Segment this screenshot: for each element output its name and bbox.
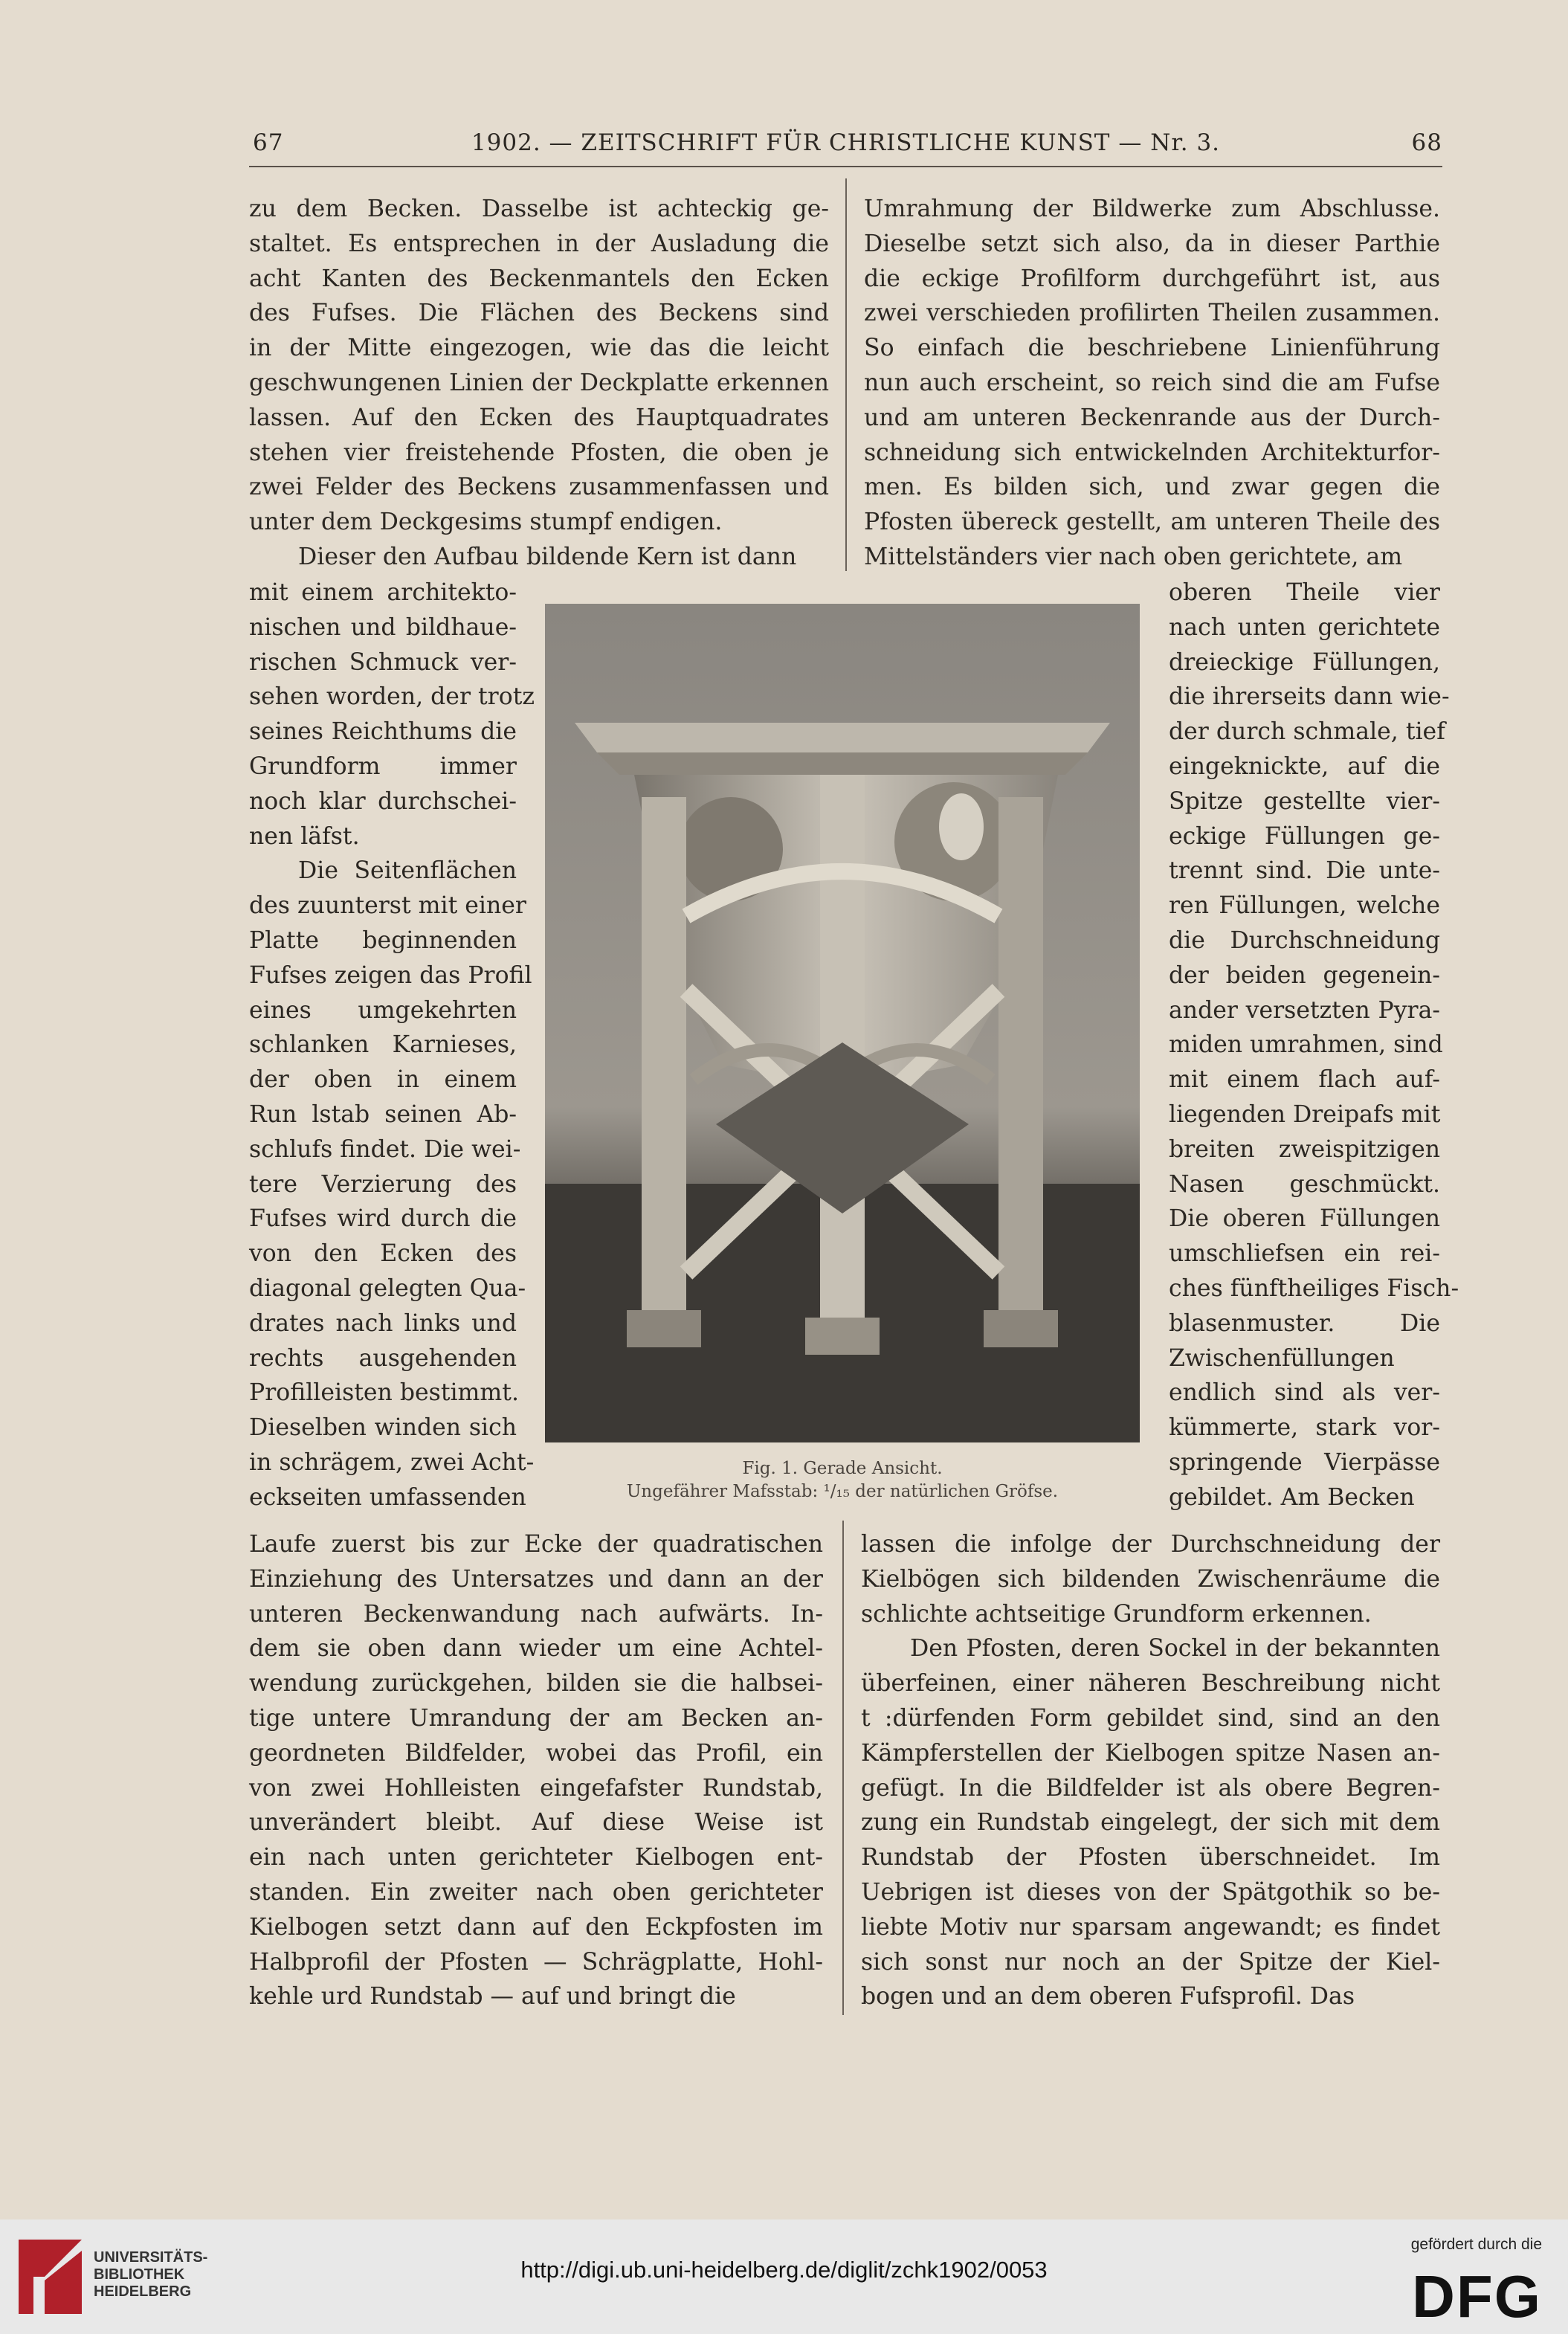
text-line: Fufses zeigen das Profil	[249, 961, 532, 989]
text-line: der beiden gegenein-	[1169, 961, 1440, 989]
text-line: nun auch erscheint, so reich sind die am Fufse	[864, 369, 1440, 396]
text-line: Kämpferstellen der Kielbogen spitze Nasen an-	[861, 1739, 1440, 1767]
text-line: in schrägem, zwei Acht-	[249, 1448, 535, 1476]
text-line: noch klar durchschei-	[249, 787, 517, 815]
text-line: Umrahmung der Bildwerke zum Abschlusse.	[864, 196, 1440, 222]
text-line: eingeknickte, auf die	[1169, 752, 1440, 780]
left-column-bottom	[249, 1527, 823, 2014]
text-line: So einfach die beschriebene Linienführung	[864, 335, 1440, 362]
text-line: Profilleisten bestimmt.	[249, 1379, 519, 1407]
text-line: zung ein Rundstab eingelegt, der sich mit dem	[861, 1809, 1440, 1837]
text-line: schlichte achtseitige Grundform erkennen.	[861, 1600, 1372, 1628]
left-column-wrap	[249, 576, 535, 1515]
text-line: liebte Motiv nur sparsam angewandt; es findet	[861, 1913, 1440, 1941]
text-line: Mittelständers vier nach oben gerichtete, am	[864, 543, 1403, 570]
library-name-line1: UNIVERSITÄTS-	[94, 2249, 208, 2266]
funding-note: gefördert durch die	[1410, 2236, 1542, 2253]
text-line: und am unteren Beckenrande aus der Durch-	[864, 404, 1440, 431]
text-line: gefügt. In die Bildfelder ist als obere Begren-	[861, 1774, 1440, 1802]
text-line: des zuunterst mit einer	[249, 892, 526, 920]
text-line: Uebrigen ist dieses von der Spätgothik so be-	[861, 1878, 1440, 1906]
text-line: geschwungenen Linien der Deckplatte erkennen	[249, 369, 829, 396]
text-line: staltet. Es entsprechen in der Ausladung die	[249, 230, 829, 257]
text-line: die ihrerseits dann wie-	[1169, 683, 1450, 711]
text-line: Platte beginnenden	[249, 926, 517, 954]
text-line: Dieser den Aufbau bildende Kern ist dann	[298, 543, 797, 570]
text-line: ein nach unten gerichteter Kielbogen ent-	[249, 1844, 823, 1872]
text-line: stehen vier freistehende Pfosten, die oben je	[249, 439, 829, 466]
text-line: von zwei Hohlleisten eingefafster Rundstab,	[249, 1774, 823, 1802]
left-column-top	[249, 192, 829, 575]
text-line: eckseiten umfassenden	[249, 1483, 526, 1511]
text-line: nischen und bildhaue-	[249, 613, 517, 641]
text-line: wendung zurückgehen, bilden sie die halbsei-	[249, 1670, 823, 1698]
text-line: Rundstab der Pfosten überschneidet. Im	[861, 1844, 1440, 1872]
text-line: ren Füllungen, welche	[1169, 892, 1440, 920]
text-line: Pfosten übereck gestellt, am unteren Theile des	[864, 509, 1440, 536]
digitization-footer	[0, 2219, 1568, 2334]
text-line: liegenden Dreipafs mit	[1169, 1100, 1441, 1128]
caption-scale: Ungefährer Mafsstab: ¹/₁₅ der natürlichen Gröfse.	[626, 1482, 1059, 1501]
text-line: tere Verzierung des	[249, 1170, 517, 1198]
text-line: dreieckige Füllungen,	[1169, 648, 1440, 676]
text-line: endlich sind als ver-	[1169, 1379, 1440, 1407]
permalink-url[interactable]: http://digi.ub.uni-heidelberg.de/diglit/zchk1902/0053	[520, 2257, 1048, 2283]
page-number-left: 67	[253, 129, 284, 156]
text-line: rechts ausgehenden	[249, 1344, 517, 1372]
text-line: breiten zweispitzigen	[1169, 1135, 1440, 1163]
text-line: zwei verschieden profilirten Theilen zusammen.	[864, 300, 1440, 327]
text-line: unter dem Deckgesims stumpf endigen.	[249, 509, 723, 536]
text-line: ander versetzten Pyra-	[1169, 996, 1440, 1024]
text-line: blasenmuster. Die	[1169, 1309, 1440, 1337]
text-line: mit einem flach auf-	[1169, 1066, 1440, 1094]
text-line: in der Mitte eingezogen, wie das die leicht	[249, 335, 829, 362]
text-line: Run lstab seinen Ab-	[249, 1100, 517, 1128]
library-name-line2: BIBLIOTHEK	[94, 2266, 185, 2283]
font-basin-photograph	[545, 604, 1140, 1442]
text-line: Fufses wird durch die	[249, 1205, 517, 1233]
text-line: mit einem architekto-	[249, 579, 517, 606]
text-line: der durch schmale, tief	[1169, 718, 1445, 746]
text-line: des Fufses. Die Flächen des Beckens sind	[249, 300, 829, 327]
text-line: Dieselben winden sich	[249, 1414, 517, 1442]
text-line: tige untere Umrandung der am Becken an-	[249, 1704, 823, 1732]
text-line: zu dem Becken. Dasselbe ist achteckig ge-	[249, 196, 829, 222]
text-line: die Durchschneidung	[1169, 926, 1440, 954]
dfg-logo: DFG	[1412, 2263, 1542, 2330]
text-line: miden umrahmen, sind	[1169, 1031, 1443, 1059]
text-line: kümmerte, stark vor-	[1169, 1414, 1440, 1442]
font-basin-illustration	[545, 604, 1140, 1442]
text-line: die eckige Profilform durchgeführt ist, aus	[864, 265, 1440, 292]
text-line: Die Seitenflächen	[298, 857, 517, 885]
text-line: unteren Beckenwandung nach aufwärts. In-	[249, 1600, 823, 1628]
text-line: rischen Schmuck ver-	[249, 648, 517, 676]
text-line: sich sonst nur noch an der Spitze der Kiel-	[861, 1948, 1440, 1976]
text-line: oberen Theile vier	[1169, 579, 1440, 606]
text-line: zwei Felder des Beckens zusammenfassen und	[249, 474, 829, 501]
text-line: bogen und an dem oberen Fufsprofil. Das	[861, 1983, 1355, 2011]
running-header	[249, 126, 1442, 164]
library-name-line3: HEIDELBERG	[94, 2283, 192, 2300]
text-line: nen läfst.	[249, 822, 360, 850]
text-line: von den Ecken des	[249, 1240, 517, 1268]
figure-caption	[545, 1457, 1140, 1503]
text-line: Spitze gestellte vier-	[1169, 787, 1440, 815]
text-line: Kielbögen sich bildenden Zwischenräume die	[861, 1565, 1440, 1593]
text-line: nach unten gerichtete	[1169, 613, 1440, 641]
text-line: ches fünftheiliges Fisch-	[1169, 1274, 1459, 1302]
text-line: eckige Füllungen ge-	[1169, 822, 1440, 850]
right-column-wrap	[1169, 576, 1459, 1515]
text-line: dem sie oben dann wieder um eine Achtel-	[249, 1635, 823, 1663]
text-line: gebildet. Am Becken	[1169, 1483, 1415, 1511]
text-line: schlanken Karnieses,	[249, 1031, 517, 1059]
text-line: Grundform immer	[249, 752, 517, 780]
header-rule	[249, 166, 1442, 167]
text-line: der oben in einem	[249, 1066, 517, 1094]
text-line: lassen die infolge der Durchschneidung der	[861, 1531, 1440, 1558]
caption-title: Fig. 1. Gerade Ansicht.	[742, 1459, 943, 1478]
text-line: Zwischenfüllungen	[1169, 1344, 1395, 1372]
text-line: überfeinen, einer näheren Beschreibung nicht	[861, 1670, 1440, 1698]
text-line: schlufs findet. Die wei-	[249, 1135, 521, 1163]
text-line: springende Vierpässe	[1169, 1448, 1440, 1476]
text-line: sehen worden, der trotz	[249, 683, 535, 711]
text-line: standen. Ein zweiter nach oben gerichteter	[249, 1878, 823, 1906]
text-line: kehle urd Rundstab — auf und bringt die	[249, 1983, 736, 2011]
right-column-top	[864, 192, 1440, 575]
text-line: lassen. Auf den Ecken des Hauptquadrates	[249, 404, 829, 431]
column-divider-top	[845, 178, 847, 571]
text-line: geordneten Bildfelder, wobei das Profil, ein	[249, 1739, 823, 1767]
text-line: men. Es bilden sich, und zwar gegen die	[864, 474, 1440, 501]
right-column-bottom	[861, 1527, 1440, 2014]
text-line: unverändert bleibt. Auf diese Weise ist	[249, 1809, 823, 1837]
text-line: drates nach links und	[249, 1309, 517, 1337]
journal-title: 1902. — ZEITSCHRIFT FÜR CHRISTLICHE KUNST — Nr. 3.	[471, 129, 1221, 156]
column-divider-bottom	[842, 1521, 844, 2015]
text-line: Einziehung des Untersatzes und dann an der	[249, 1565, 823, 1593]
text-line: acht Kanten des Beckenmantels den Ecken	[249, 265, 829, 292]
text-line: Die oberen Füllungen	[1169, 1205, 1440, 1233]
text-line: Nasen geschmückt.	[1169, 1170, 1440, 1198]
text-line: Kielbogen setzt dann auf den Eckpfosten im	[249, 1913, 823, 1941]
text-line: Dieselbe setzt sich also, da in dieser Parthie	[864, 230, 1440, 257]
page-number-right: 68	[1411, 129, 1442, 156]
text-line: Den Pfosten, deren Sockel in der bekannten	[910, 1635, 1440, 1663]
text-line: schneidung sich entwickelnden Architekturfor-	[864, 439, 1440, 466]
text-line: trennt sind. Die unte-	[1169, 857, 1440, 885]
text-line: eines umgekehrten	[249, 996, 517, 1024]
text-line: Laufe zuerst bis zur Ecke der quadratischen	[249, 1531, 823, 1558]
text-line: t :dürfenden Form gebildet sind, sind an den	[861, 1704, 1440, 1732]
text-line: Halbprofil der Pfosten — Schrägplatte, Hohl-	[249, 1948, 823, 1976]
text-line: umschliefsen ein rei-	[1169, 1240, 1440, 1268]
text-line: diagonal gelegten Qua-	[249, 1274, 526, 1302]
text-line: seines Reichthums die	[249, 718, 517, 746]
